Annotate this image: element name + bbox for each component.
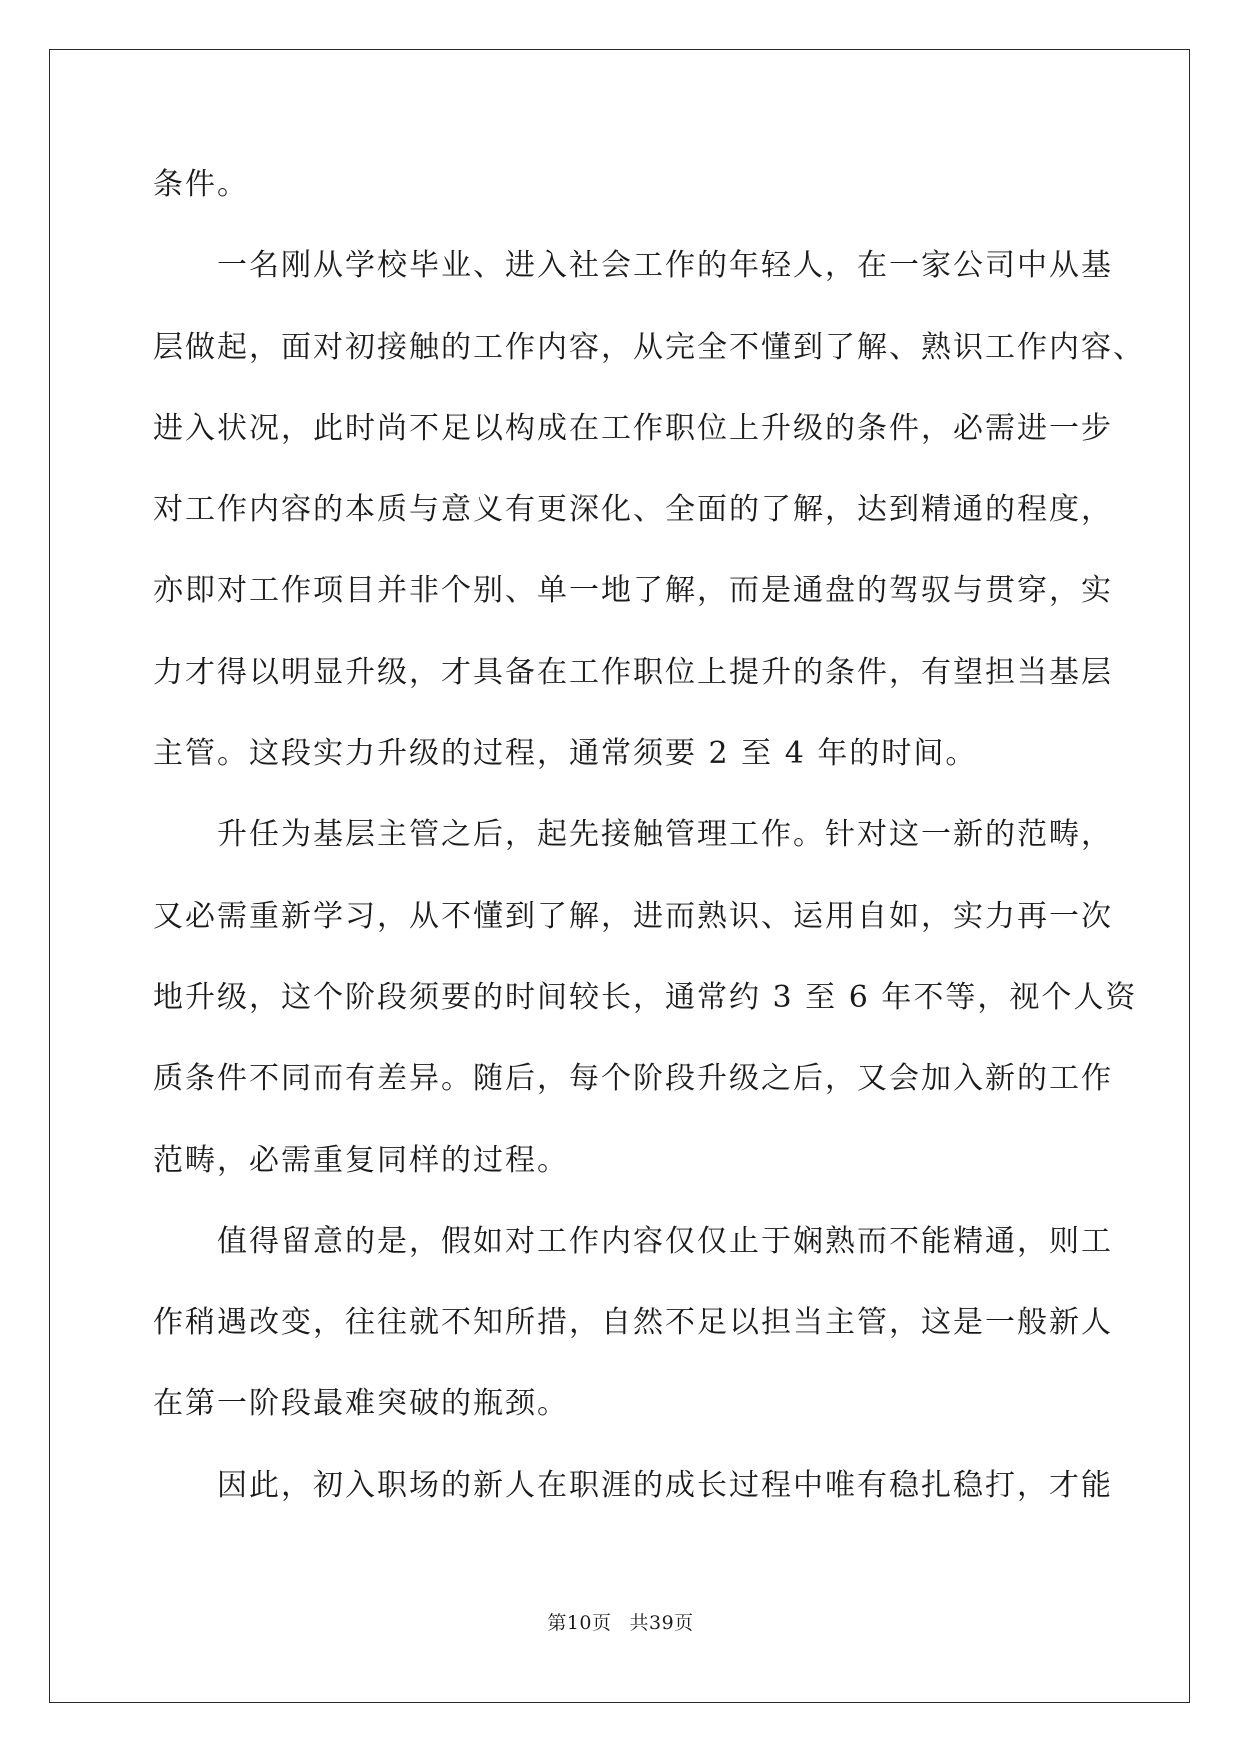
text-line: 条件。 (153, 167, 249, 202)
page-footer (0, 1608, 1241, 1635)
text-line: 又必需重新学习，从不懂到了解，进而熟识、运用自如，实力再一次 (153, 898, 1113, 934)
text-line: 质条件不同而有差异。随后，每个阶段升级之后，又会加入新的工作 (153, 1061, 1113, 1097)
text-line: 主管。这段实力升级的过程，通常须要 2 至 4 年的时间。 (153, 736, 978, 772)
text-line: 值得留意的是，假如对工作内容仅仅止于娴熟而不能精通，则工 (217, 1223, 1113, 1259)
text-line: 进入状况，此时尚不足以构成在工作职位上升级的条件，必需进一步 (153, 410, 1113, 446)
text-line: 范畴，必需重复同样的过程。 (153, 1142, 569, 1178)
page-number: 第10页 (547, 1612, 612, 1634)
text-line: 层做起，面对初接触的工作内容，从完全不懂到了解、熟识工作内容、 (153, 329, 1145, 365)
text-line: 地升级，这个阶段须要的时间较长，通常约 3 至 6 年不等，视个人资 (153, 979, 1138, 1015)
text-line: 因此，初入职场的新人在职涯的成长过程中唯有稳扎稳打，才能 (217, 1467, 1113, 1503)
document-body (153, 158, 1145, 1540)
text-line: 在第一阶段最难突破的瓶颈。 (153, 1386, 569, 1422)
text-line: 一名刚从学校毕业、进入社会工作的年轻人，在一家公司中从基 (217, 248, 1113, 284)
text-line: 升任为基层主管之后，起先接触管理工作。针对这一新的范畴， (217, 817, 1113, 853)
text-line: 作稍遇改变，往往就不知所措，自然不足以担当主管，这是一般新人 (153, 1305, 1113, 1341)
text-line: 对工作内容的本质与意义有更深化、全面的了解，达到精通的程度， (153, 492, 1113, 528)
text-line: 亦即对工作项目并非个别、单一地了解，而是通盘的驾驭与贯穿，实 (153, 573, 1113, 609)
text-line: 力才得以明显升级，才具备在工作职位上提升的条件，有望担当基层 (153, 654, 1113, 690)
page-total: 共39页 (629, 1612, 694, 1634)
